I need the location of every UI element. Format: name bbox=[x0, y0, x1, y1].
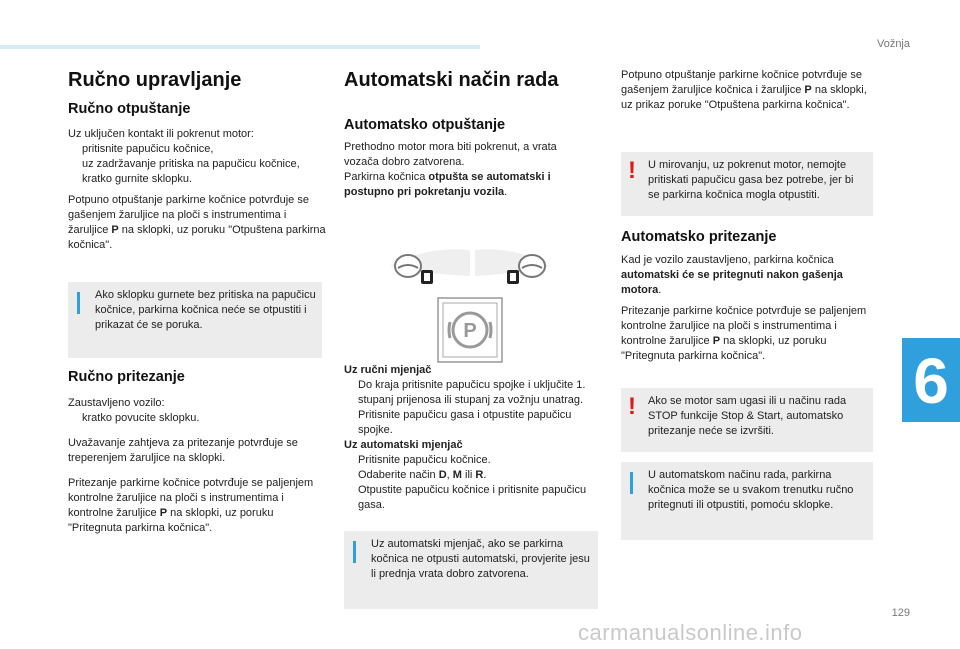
list-item-text: uz zadržavanje pritiska na papučicu kočnice, kratko gurnite sklopku. bbox=[82, 158, 300, 185]
heading-manual-release: Ručno otpuštanje bbox=[68, 101, 191, 117]
brake-illustration bbox=[380, 236, 560, 366]
list-item bbox=[68, 142, 326, 157]
paragraph: Uvažavanje zahtjeva za pritezanje potvrđuje se treperenjem žaruljice na sklopki. bbox=[68, 437, 298, 464]
list-item-text: Otpustite papučicu kočnice i pritisnite papučicu gasa. bbox=[358, 484, 587, 511]
list-item bbox=[344, 468, 600, 483]
paragraph: Potpuno otpuštanje parkirne kočnice potvrđuje se gašenjem žaruljice na ploči s instrumentima i žaruljice P na sklopki, uz poruku "Otpuštena parkirna kočnica". bbox=[68, 194, 326, 251]
heading-automatic-apply: Automatsko pritezanje bbox=[621, 229, 777, 245]
automatic-release-steps bbox=[344, 363, 600, 513]
page-number: 129 bbox=[891, 607, 910, 619]
header-bar bbox=[0, 45, 480, 49]
warning-box bbox=[621, 152, 873, 216]
steering-wheel-left-icon bbox=[390, 249, 470, 284]
chapter-number: 6 bbox=[913, 345, 949, 417]
list-item-text: Pritisnite papučicu kočnice. bbox=[358, 454, 491, 466]
info-text: U automatskom načinu rada, parkirna kočnica može se u svakom trenutku ručno pritegnuti ili otpustiti, pomoću sklopke. bbox=[648, 469, 854, 511]
list-item-text: Do kraja pritisnite papučicu spojke i uključite 1. stupanj prijenosa ili stupanj za vožnju unatrag. bbox=[358, 379, 586, 406]
paragraph: Potpuno otpuštanje parkirne kočnice potvrđuje se gašenjem žaruljice kočnica i žaruljice P na sklopki, uz prikaz poruke "Otpuštena parkirna kočnica". bbox=[621, 69, 867, 111]
list-item bbox=[68, 411, 326, 426]
list-item bbox=[344, 408, 600, 438]
warning-text: U mirovanju, uz pokrenut motor, nemojte pritiskati papučicu gasa bez potrebe, jer bi se parkirna kočnica mogla otpustiti. bbox=[648, 159, 854, 201]
info-text: Ako sklopku gurnete bez pritiska na papučicu kočnice, parkirna kočnica neće se otpustiti i prikazat će se poruka. bbox=[95, 289, 316, 331]
list-item bbox=[344, 453, 600, 468]
steering-wheel-right-icon bbox=[475, 249, 550, 284]
info-icon bbox=[630, 472, 633, 494]
warning-box bbox=[621, 388, 873, 452]
heading-automatic-mode: Automatski način rada bbox=[344, 69, 559, 91]
info-icon bbox=[77, 292, 80, 314]
subheading-automatic-gearbox: Uz automatski mjenjač bbox=[344, 439, 463, 451]
warning-icon: ! bbox=[628, 393, 636, 420]
subheading-manual-gearbox: Uz ručni mjenjač bbox=[344, 364, 432, 376]
heading-manual-control: Ručno upravljanje bbox=[68, 69, 242, 91]
warning-icon: ! bbox=[628, 157, 636, 184]
list-item bbox=[344, 483, 600, 513]
manual-apply-text bbox=[68, 396, 326, 536]
paragraph: Zaustavljeno vozilo: bbox=[68, 397, 165, 409]
manual-release-text bbox=[68, 127, 326, 253]
automatic-release-text bbox=[344, 140, 594, 200]
info-icon bbox=[353, 541, 356, 563]
info-box bbox=[344, 531, 598, 609]
list-item-text: Pritisnite papučicu gasa i otpustite papučicu spojke. bbox=[358, 409, 572, 436]
section-title: Vožnja bbox=[876, 38, 910, 50]
info-box bbox=[68, 282, 322, 358]
watermark: carmanualsonline.info bbox=[578, 620, 803, 645]
paragraph: Kad je vozilo zaustavljeno, parkirna kočnica automatski će se pritegnuti nakon gašenja motora. bbox=[621, 254, 843, 296]
paragraph: Uz uključen kontakt ili pokrenut motor: bbox=[68, 128, 254, 140]
list-item bbox=[344, 378, 600, 408]
heading-manual-apply: Ručno pritezanje bbox=[68, 369, 185, 385]
warning-text: Ako se motor sam ugasi ili u načinu rada STOP funkcije Stop & Start, automatsko pritezanje neće se izvršiti. bbox=[648, 395, 847, 437]
parking-brake-switch-icon bbox=[438, 298, 502, 362]
list-item-text: kratko povucite sklopku. bbox=[82, 412, 200, 424]
paragraph: Pritezanje parkirne kočnice potvrđuje se paljenjem kontrolne žaruljice na ploči s instrumentima i kontrolne žaruljice P na sklopki, uz poruku "Pritegnuta parkirna kočnica". bbox=[621, 305, 867, 362]
heading-automatic-release: Automatsko otpuštanje bbox=[344, 117, 506, 133]
svg-text:P: P bbox=[463, 320, 477, 342]
list-item-text: Odaberite način D, M ili R. bbox=[358, 469, 487, 481]
paragraph: Prethodno motor mora biti pokrenut, a vrata vozača dobro zatvorena. bbox=[344, 141, 557, 168]
info-box bbox=[621, 462, 873, 540]
release-confirmation-text bbox=[621, 68, 877, 113]
automatic-apply-text bbox=[621, 253, 877, 364]
paragraph: Parkirna kočnica otpušta se automatski i postupno pri pokretanju vozila. bbox=[344, 171, 551, 198]
info-text: Uz automatski mjenjač, ako se parkirna kočnica ne otpusti automatski, provjerite jesu li prednja vrata dobro zatvorena. bbox=[371, 538, 590, 580]
paragraph: Pritezanje parkirne kočnice potvrđuje se paljenjem kontrolne žaruljice na ploči s instrumentima i kontrolne žaruljice P na sklopki, uz poruku "Pritegnuta parkirna kočnica". bbox=[68, 477, 314, 534]
list-item-text: pritisnite papučicu kočnice, bbox=[82, 143, 214, 155]
list-item bbox=[68, 157, 326, 187]
